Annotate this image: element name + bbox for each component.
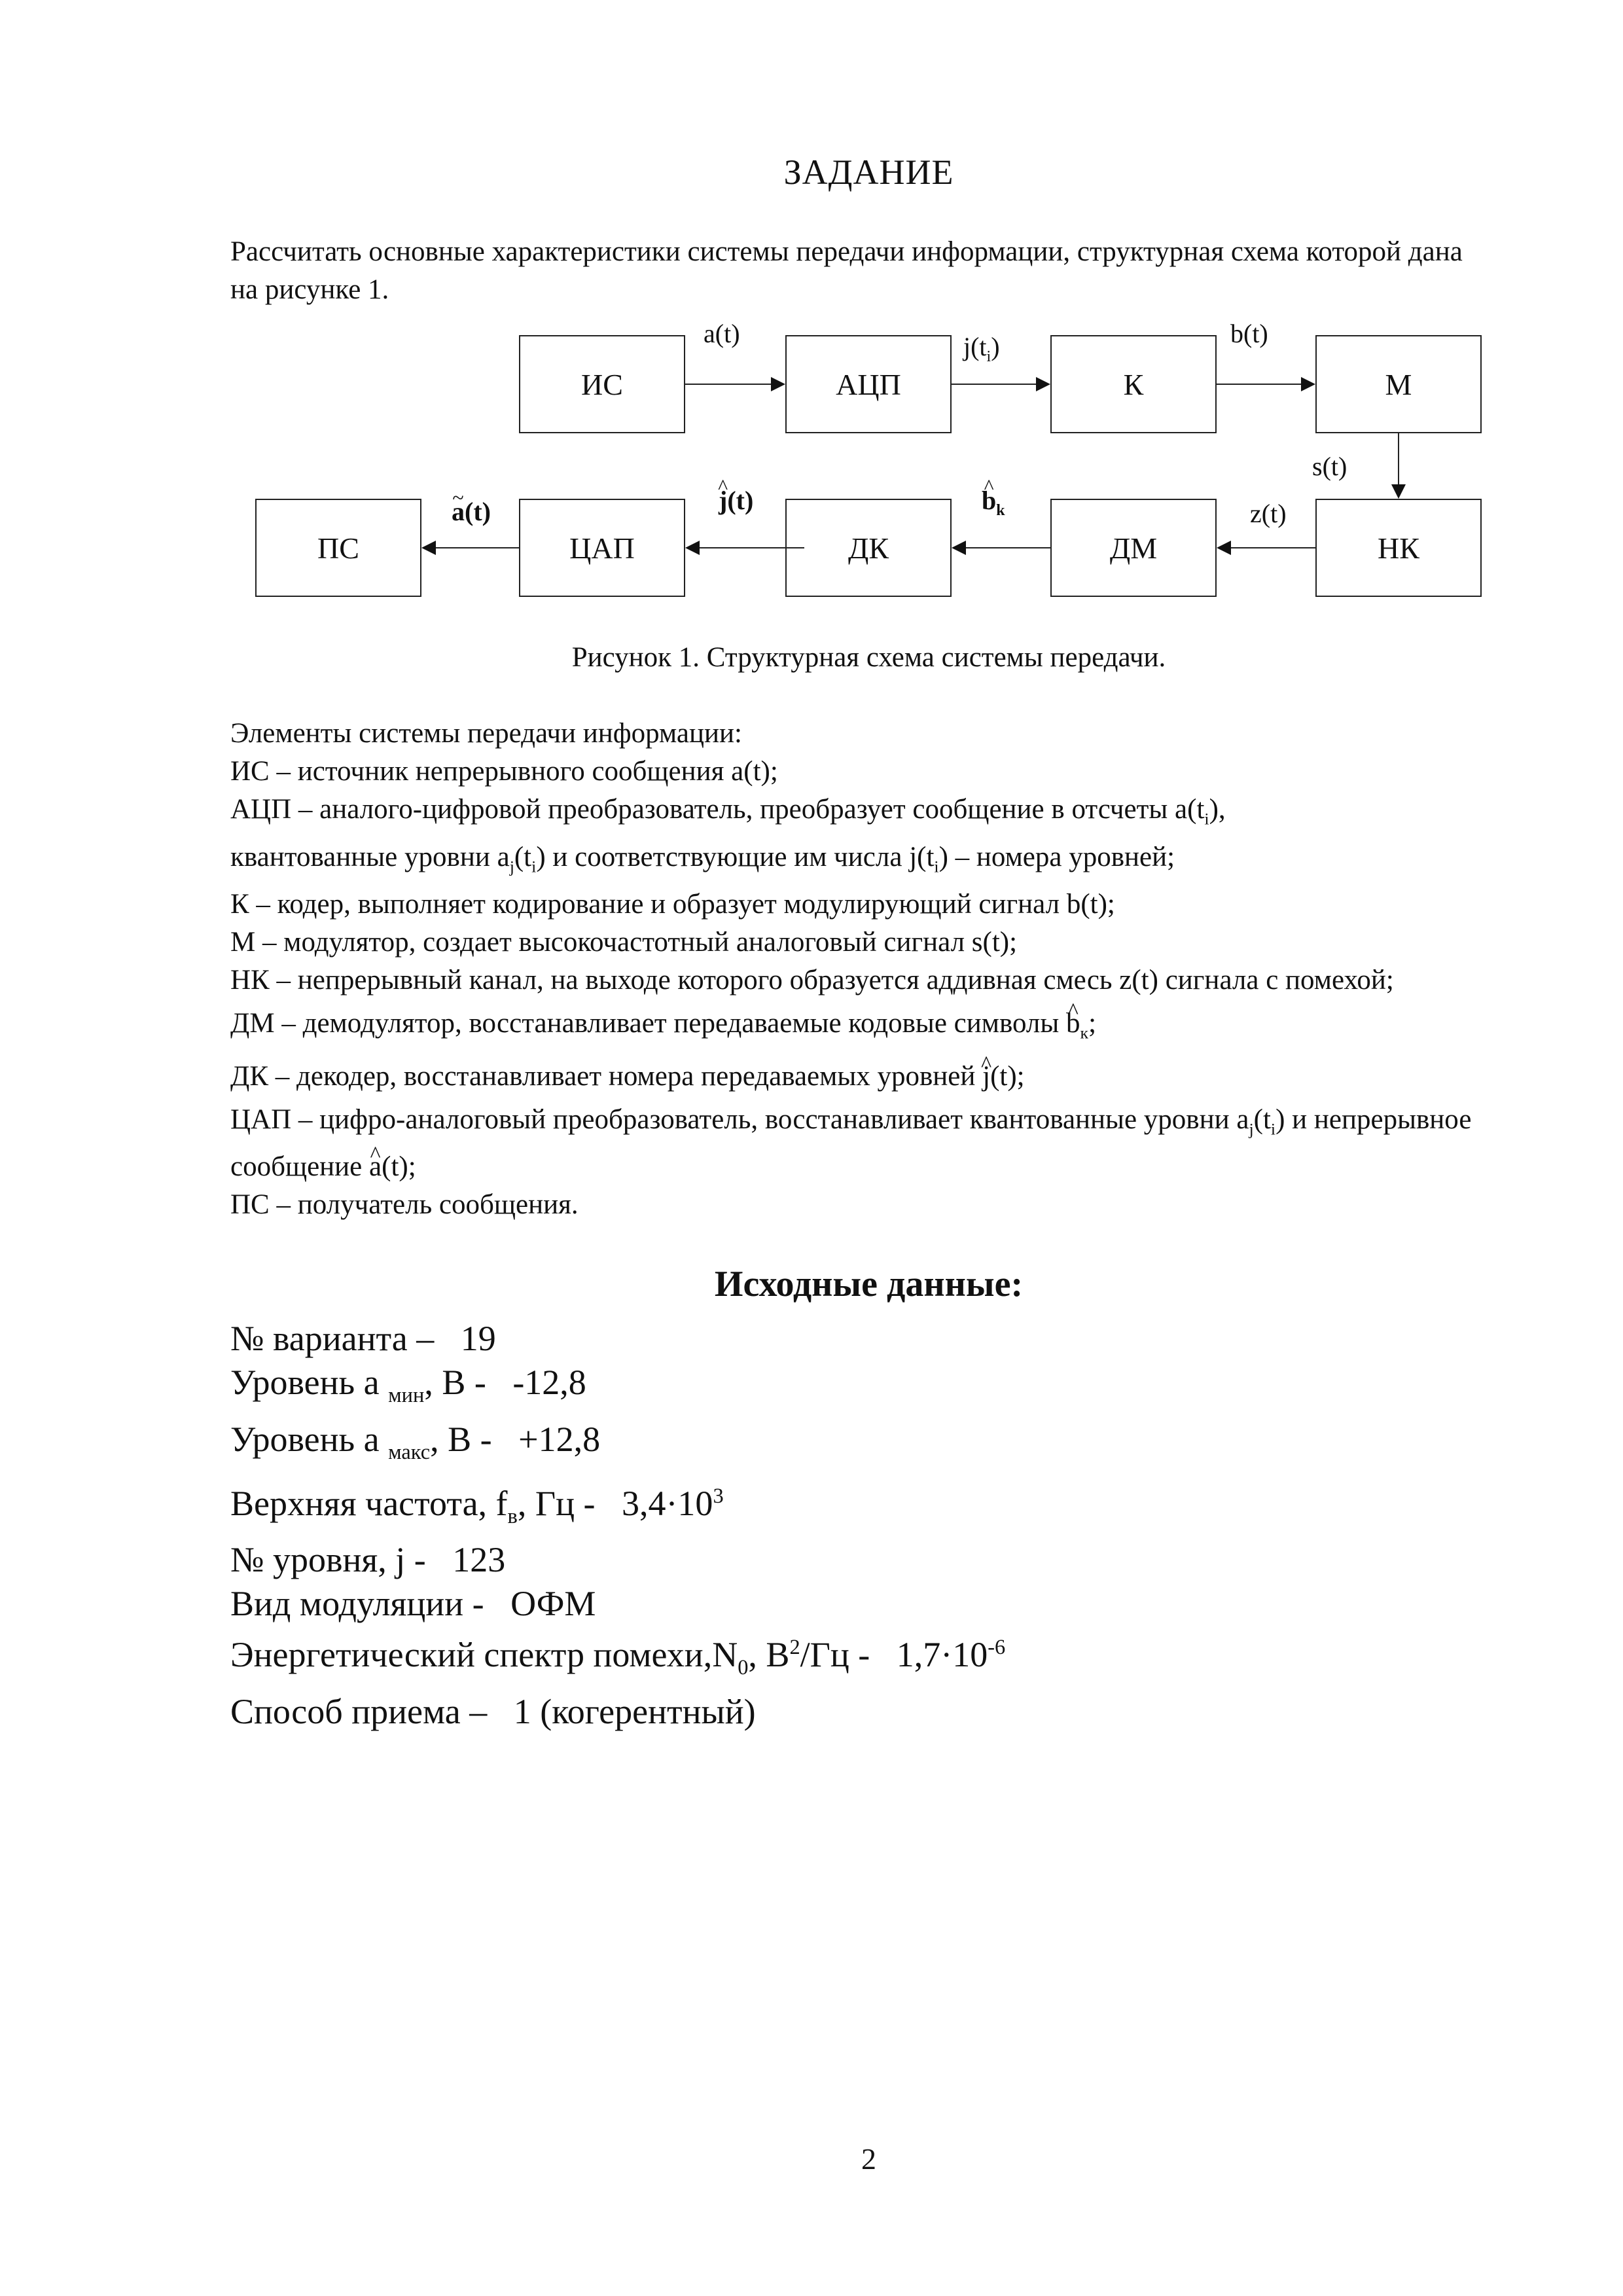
field-value: 19 [460,1319,496,1358]
subscript: i [1270,1119,1276,1139]
field-value: 3,4·10 [621,1483,713,1523]
block-dac: ЦАП [519,499,685,597]
text-run: (t); [382,1151,416,1183]
elements-heading: Элементы системы передачи информации: [230,718,742,749]
text-run: квантованные уровни a [230,841,510,872]
signal-label-bk-hat [982,488,1005,518]
data-row-reception [230,1690,1005,1734]
subscript: i [934,857,939,876]
subscript: макс [388,1440,431,1464]
field-unit: , В - [430,1419,519,1459]
element-adc [230,791,1493,838]
block-demodulator: ДМ [1050,499,1217,597]
arrow-down-icon [1391,484,1406,499]
block-is: ИС [519,335,685,433]
subscript: 0 [738,1656,749,1680]
arrow-left-icon [421,541,436,555]
superscript: 2 [789,1636,800,1660]
initial-data-heading: Исходные данные: [714,1264,1024,1304]
element-modulator: М – модулятор, создает высокочастотный аналоговый сигнал s(t); [230,927,1018,958]
elements-list [230,715,1493,1224]
field-unit: , В - [424,1363,513,1402]
signal-label-subscript: i [986,348,991,365]
data-row-frequency [230,1475,1005,1539]
element-is: ИС – источник непрерывного сообщения a(t); [230,756,778,787]
signal-label-j-hat [719,488,753,514]
signal-label-text: (t) [727,486,754,515]
connector-line [685,384,772,385]
signal-label-subscript: k [996,502,1005,519]
element-dac [230,1101,1493,1187]
connector-line [436,547,520,548]
task-intro: Рассчитать основные характеристики системы передачи информации, структурная схема которой дана на рисунке 1. [230,236,1463,305]
element-receiver: ПС – получатель сообщения. [230,1189,579,1221]
connector-line [966,547,1051,548]
signal-label-z: z(t) [1250,499,1287,528]
text-run: ) и соответствующие им числа j(t [536,841,935,872]
data-row-amax [230,1418,1005,1475]
hat-symbol: ^ j [719,488,727,514]
arrow-left-icon [1217,541,1231,555]
hat-symbol: ^ b [1066,1005,1080,1043]
subscript: в [507,1504,518,1528]
field-unit: , В [748,1635,790,1675]
field-value: 1 (когерентный) [513,1692,756,1732]
text-run: ДМ – демодулятор, восстанавливает передаваемые кодовые символы [230,1008,1067,1039]
text-run: (t [1253,1103,1271,1135]
field-value: ОФМ [510,1584,596,1624]
field-label: Энергетический спектр помехи,N [230,1635,738,1675]
field-value: -12,8 [512,1363,586,1402]
field-unit: /Гц - [800,1635,897,1675]
element-decoder [230,1058,1493,1096]
block-adc: АЦП [785,335,952,433]
block-decoder: ДК [785,499,952,597]
superscript: 3 [713,1484,724,1508]
subscript: j [1249,1119,1254,1139]
connector-line [952,384,1037,385]
block-coder: К [1050,335,1217,433]
signal-label-j-ti [963,334,1000,365]
element-channel: НК – непрерывный канал, на выходе которого образуется аддивная смесь z(t) сигнала с помехой; [230,965,1394,996]
text-run: (t [514,841,532,872]
text-run: ) – номера уровней; [938,841,1175,872]
connector-line [1398,433,1399,485]
text-run: ; [1088,1008,1097,1039]
signal-label-s: s(t) [1312,452,1347,481]
field-value: 123 [452,1540,506,1580]
element-adc-cont [230,838,1493,886]
text-run: АЦП – аналого-цифровой преобразователь, преобразует сообщение в отсчеты a(t [230,794,1205,825]
element-demodulator [230,1005,1493,1052]
arrow-right-icon [1301,377,1315,391]
arrow-right-icon [771,377,785,391]
superscript: -6 [988,1636,1006,1660]
subscript: j [509,857,514,876]
subscript: i [1204,809,1209,829]
signal-label-a: a(t) [704,319,740,348]
subscript: к [1080,1023,1089,1043]
block-receiver: ПС [255,499,421,597]
subscript: i [531,857,537,876]
signal-label-text: j(t [963,332,987,361]
text-run: ) и непрерывное сообщение [230,1103,1472,1183]
text-run: ДК – декодер, восстанавливает номера передаваемых уровней [230,1060,983,1092]
connector-line [700,547,804,548]
signal-label-a-tilde [452,499,491,525]
data-row-modulation [230,1582,1005,1626]
data-row-noise [230,1626,1005,1690]
hat-symbol: ^ j [982,1058,990,1096]
page-title: ЗАДАНИЕ [783,152,954,192]
page-number: 2 [861,2142,876,2176]
connector-line [1217,384,1302,385]
field-label: Способ приема – [230,1692,514,1732]
field-label: Вид модуляции - [230,1584,511,1624]
hat-symbol: ^ b [982,488,996,514]
field-label: № уровня, j - [230,1540,453,1580]
tilde-symbol: ~ a [452,499,465,525]
element-coder: К – кодер, выполняет кодирование и образует модулирующий сигнал b(t); [230,889,1115,920]
signal-label-b: b(t) [1230,319,1268,348]
field-unit: , Гц - [517,1483,622,1523]
block-channel: НК [1315,499,1482,597]
text-run: (t); [990,1060,1025,1092]
hat-symbol: ^ a [369,1148,382,1186]
field-label: Уровень a [230,1363,389,1402]
block-diagram [0,0,1623,655]
field-label: Верхняя частота, f [230,1483,508,1523]
data-row-variant [230,1317,1005,1361]
field-value: 1,7·10 [896,1635,988,1675]
initial-data-list [230,1317,1005,1734]
figure-caption: Рисунок 1. Структурная схема системы передачи. [571,642,1166,673]
connector-line [1231,547,1316,548]
block-modulator: М [1315,335,1482,433]
text-run: ЦАП – цифро-аналоговый преобразователь, восстанавливает квантованные уровни a [230,1103,1249,1135]
arrow-left-icon [685,541,700,555]
field-value: +12,8 [518,1419,601,1459]
data-row-amin [230,1361,1005,1418]
field-label: № варианта – [230,1319,461,1358]
field-label: Уровень a [230,1419,389,1459]
text-run: ), [1209,794,1226,825]
arrow-left-icon [952,541,966,555]
arrow-right-icon [1036,377,1050,391]
data-row-level [230,1538,1005,1582]
subscript: мин [388,1383,425,1407]
signal-label-text: (t) [465,497,491,526]
signal-label-text: ) [991,332,1000,361]
